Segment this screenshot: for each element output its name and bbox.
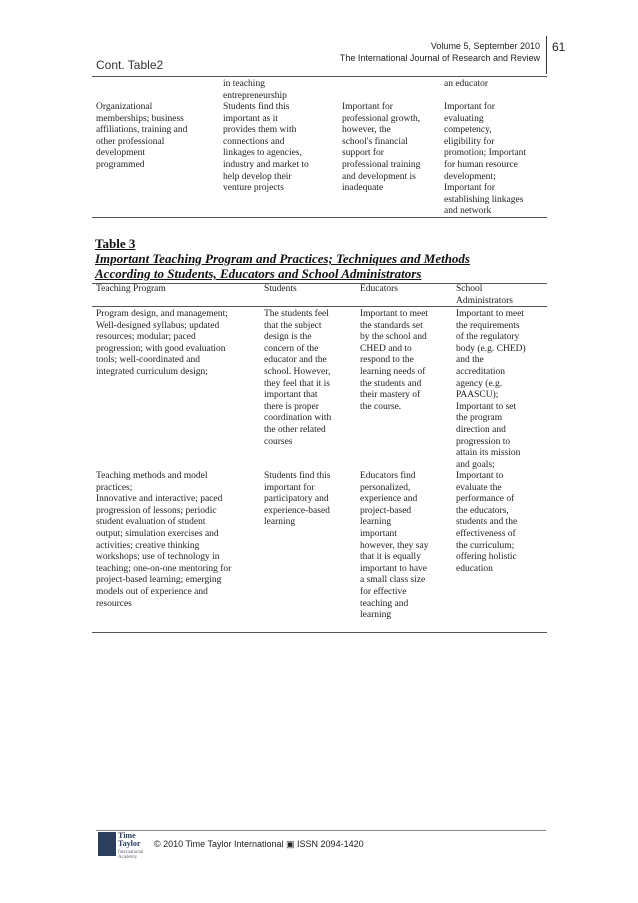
column-header: Teaching Program bbox=[96, 284, 166, 294]
cont-table-title: Cont. Table2 bbox=[96, 58, 164, 72]
column-header: Educators bbox=[360, 284, 398, 294]
table-cell: Teaching methods and model practices; Innovative and interactive; paced progression of lessons; periodic student evaluation of student output; simulation exercises and activities; creative thinking workshops; use of technology in teaching; one-on-one mentoring for project-based learning; emerging models out of experience and resources bbox=[96, 471, 232, 609]
table-cell: Important for professional growth, however, the school's financial support for professional training and development is inadequate bbox=[342, 102, 421, 194]
table-cell: Students find this important for participatory and experience-based learning bbox=[264, 471, 331, 528]
publisher-logo bbox=[98, 830, 150, 860]
table-cell: Program design, and management; Well-designed syllabus; updated resources; modular; paced progression; with good evaluation tools; well-coordinated and integrated curriculum design; bbox=[96, 309, 228, 377]
table-cell: Educators find personalized, experience and project-based learning important however, they say that it is equally important to have a small class size for effective teaching and learning bbox=[360, 471, 429, 621]
table3-caption bbox=[95, 236, 555, 281]
journal-name: The International Journal of Research and Review bbox=[339, 53, 540, 63]
table-cell: an educator bbox=[444, 79, 489, 89]
table-cell: in teaching entrepreneurship bbox=[223, 79, 287, 101]
footer-rule bbox=[96, 830, 546, 831]
logo-subtext: International Academy bbox=[118, 850, 144, 860]
table-cell: The students feel that the subject design is the concern of the educator and the school. However, they feel that it is important that there is proper coordination with the other related courses bbox=[264, 309, 332, 447]
table-cell: Important to meet the requirements of the regulatory body (e.g. CHED) and the accreditation agency (e.g. PAASCU); Important to set the program direction and progression to attain its mission and goals; bbox=[456, 309, 526, 470]
table3-label: Table 3 bbox=[95, 236, 136, 251]
table3-title-line1: Important Teaching Program and Practices; Techniques and Methods bbox=[95, 251, 470, 266]
table-rule bbox=[92, 76, 547, 77]
header-divider bbox=[546, 36, 547, 74]
page-number: 61 bbox=[552, 40, 566, 54]
table-cell: Organizational memberships; business affiliations, training and other professional development programmed bbox=[96, 102, 188, 170]
table-cell: Important to meet the standards set by the school and CHED and to respond to the learning needs of the students and their mastery of the course. bbox=[360, 309, 429, 412]
table-cell: Important for evaluating competency, eligibility for promotion; Important for human resource development; Important for establishing linkages and network bbox=[444, 102, 527, 217]
logo-mark-icon bbox=[98, 832, 116, 856]
table3-title-line2: According to Students, Educators and School Administrators bbox=[95, 266, 422, 281]
column-header: Students bbox=[264, 284, 297, 294]
table-rule bbox=[92, 632, 547, 633]
volume-info: Volume 5, September 2010 bbox=[430, 41, 540, 51]
column-header: School Administrators bbox=[456, 284, 513, 306]
table-cell: Important to evaluate the performance of the educators, students and the effectiveness of the curriculum; offering holistic education bbox=[456, 471, 518, 574]
logo-text-line2: Taylor bbox=[118, 839, 141, 848]
table-cell: Students find this important as it provides them with connections and linkages to agencies, industry and market to help develop their venture projects bbox=[223, 102, 309, 194]
running-header bbox=[340, 40, 540, 64]
logo-text-line1: Time bbox=[118, 831, 136, 840]
logo-text bbox=[118, 832, 140, 848]
footer-copyright: © 2010 Time Taylor International ▣ ISSN 2094-1420 bbox=[154, 839, 364, 849]
